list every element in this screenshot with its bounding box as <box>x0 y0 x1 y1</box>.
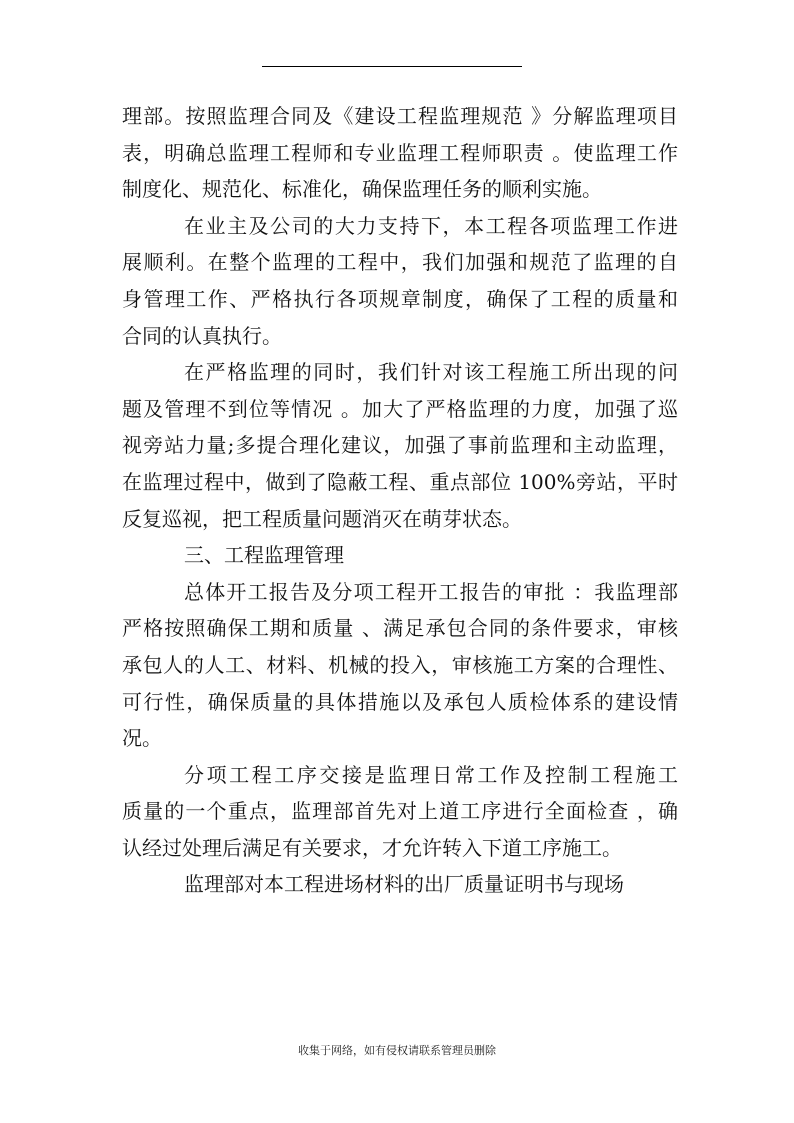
text-line: 分项工程工序交接是监理日常工作及控制工程施工 <box>184 762 678 787</box>
text-line: 合同的认真执行。 <box>122 323 282 348</box>
page-footer: 收集于网络，如有侵权请联系管理员删除 <box>298 1044 496 1057</box>
text-line: 监理部对本工程进场材料的出厂质量证明书与现场 <box>184 872 624 897</box>
text-line: 身管理工作、严格执行各项规章制度，确保了工程的质量和 <box>122 286 678 311</box>
text-line: 承包人的人工、材料、机械的投入，审核施工方案的合理性、 <box>122 652 678 677</box>
text-line: 表，明确总监理工程师和专业监理工程师职责 。使监理工作 <box>122 140 678 165</box>
text-line: 视旁站力量;多提合理化建议，加强了事前监理和主动监理， <box>122 433 678 458</box>
header-rule <box>262 66 522 67</box>
text-line: 制度化、规范化、标准化，确保监理任务的顺利实施。 <box>122 177 602 202</box>
document-body <box>122 98 678 903</box>
text-line: 题及管理不到位等情况 。加大了严格监理的力度，加强了巡 <box>122 396 678 421</box>
text-line: 展顺利。在整个监理的工程中，我们加强和规范了监理的自 <box>122 250 678 275</box>
text-line: 严格按照确保工期和质量 、满足承包合同的条件要求，审核 <box>122 616 678 641</box>
text-line: 在监理过程中，做到了隐蔽工程、重点部位 100%旁站，平时 <box>122 469 678 494</box>
text-line: 在严格监理的同时，我们针对该工程施工所出现的问 <box>184 360 678 385</box>
text-line: 认经过处理后满足有关要求，才允许转入下道工序施工。 <box>122 835 622 860</box>
text-line: 理部。按照监理合同及《建设工程监理规范 》分解监理项目 <box>122 104 678 128</box>
text-line: 质量的一个重点，监理部首先对上道工序进行全面检查 ，确 <box>122 799 678 824</box>
text-line: 三、工程监理管理 <box>184 543 344 568</box>
text-line: 总体开工报告及分项工程开工报告的审批 ：我监理部 <box>184 579 678 604</box>
text-line: 在业主及公司的大力支持下，本工程各项监理工作进 <box>184 213 678 238</box>
text-line: 反复巡视，把工程质量问题消灭在萌芽状态。 <box>122 506 522 531</box>
text-line: 可行性，确保质量的具体措施以及承包人质检体系的建设情 <box>122 689 678 714</box>
text-line: 况。 <box>122 726 162 751</box>
